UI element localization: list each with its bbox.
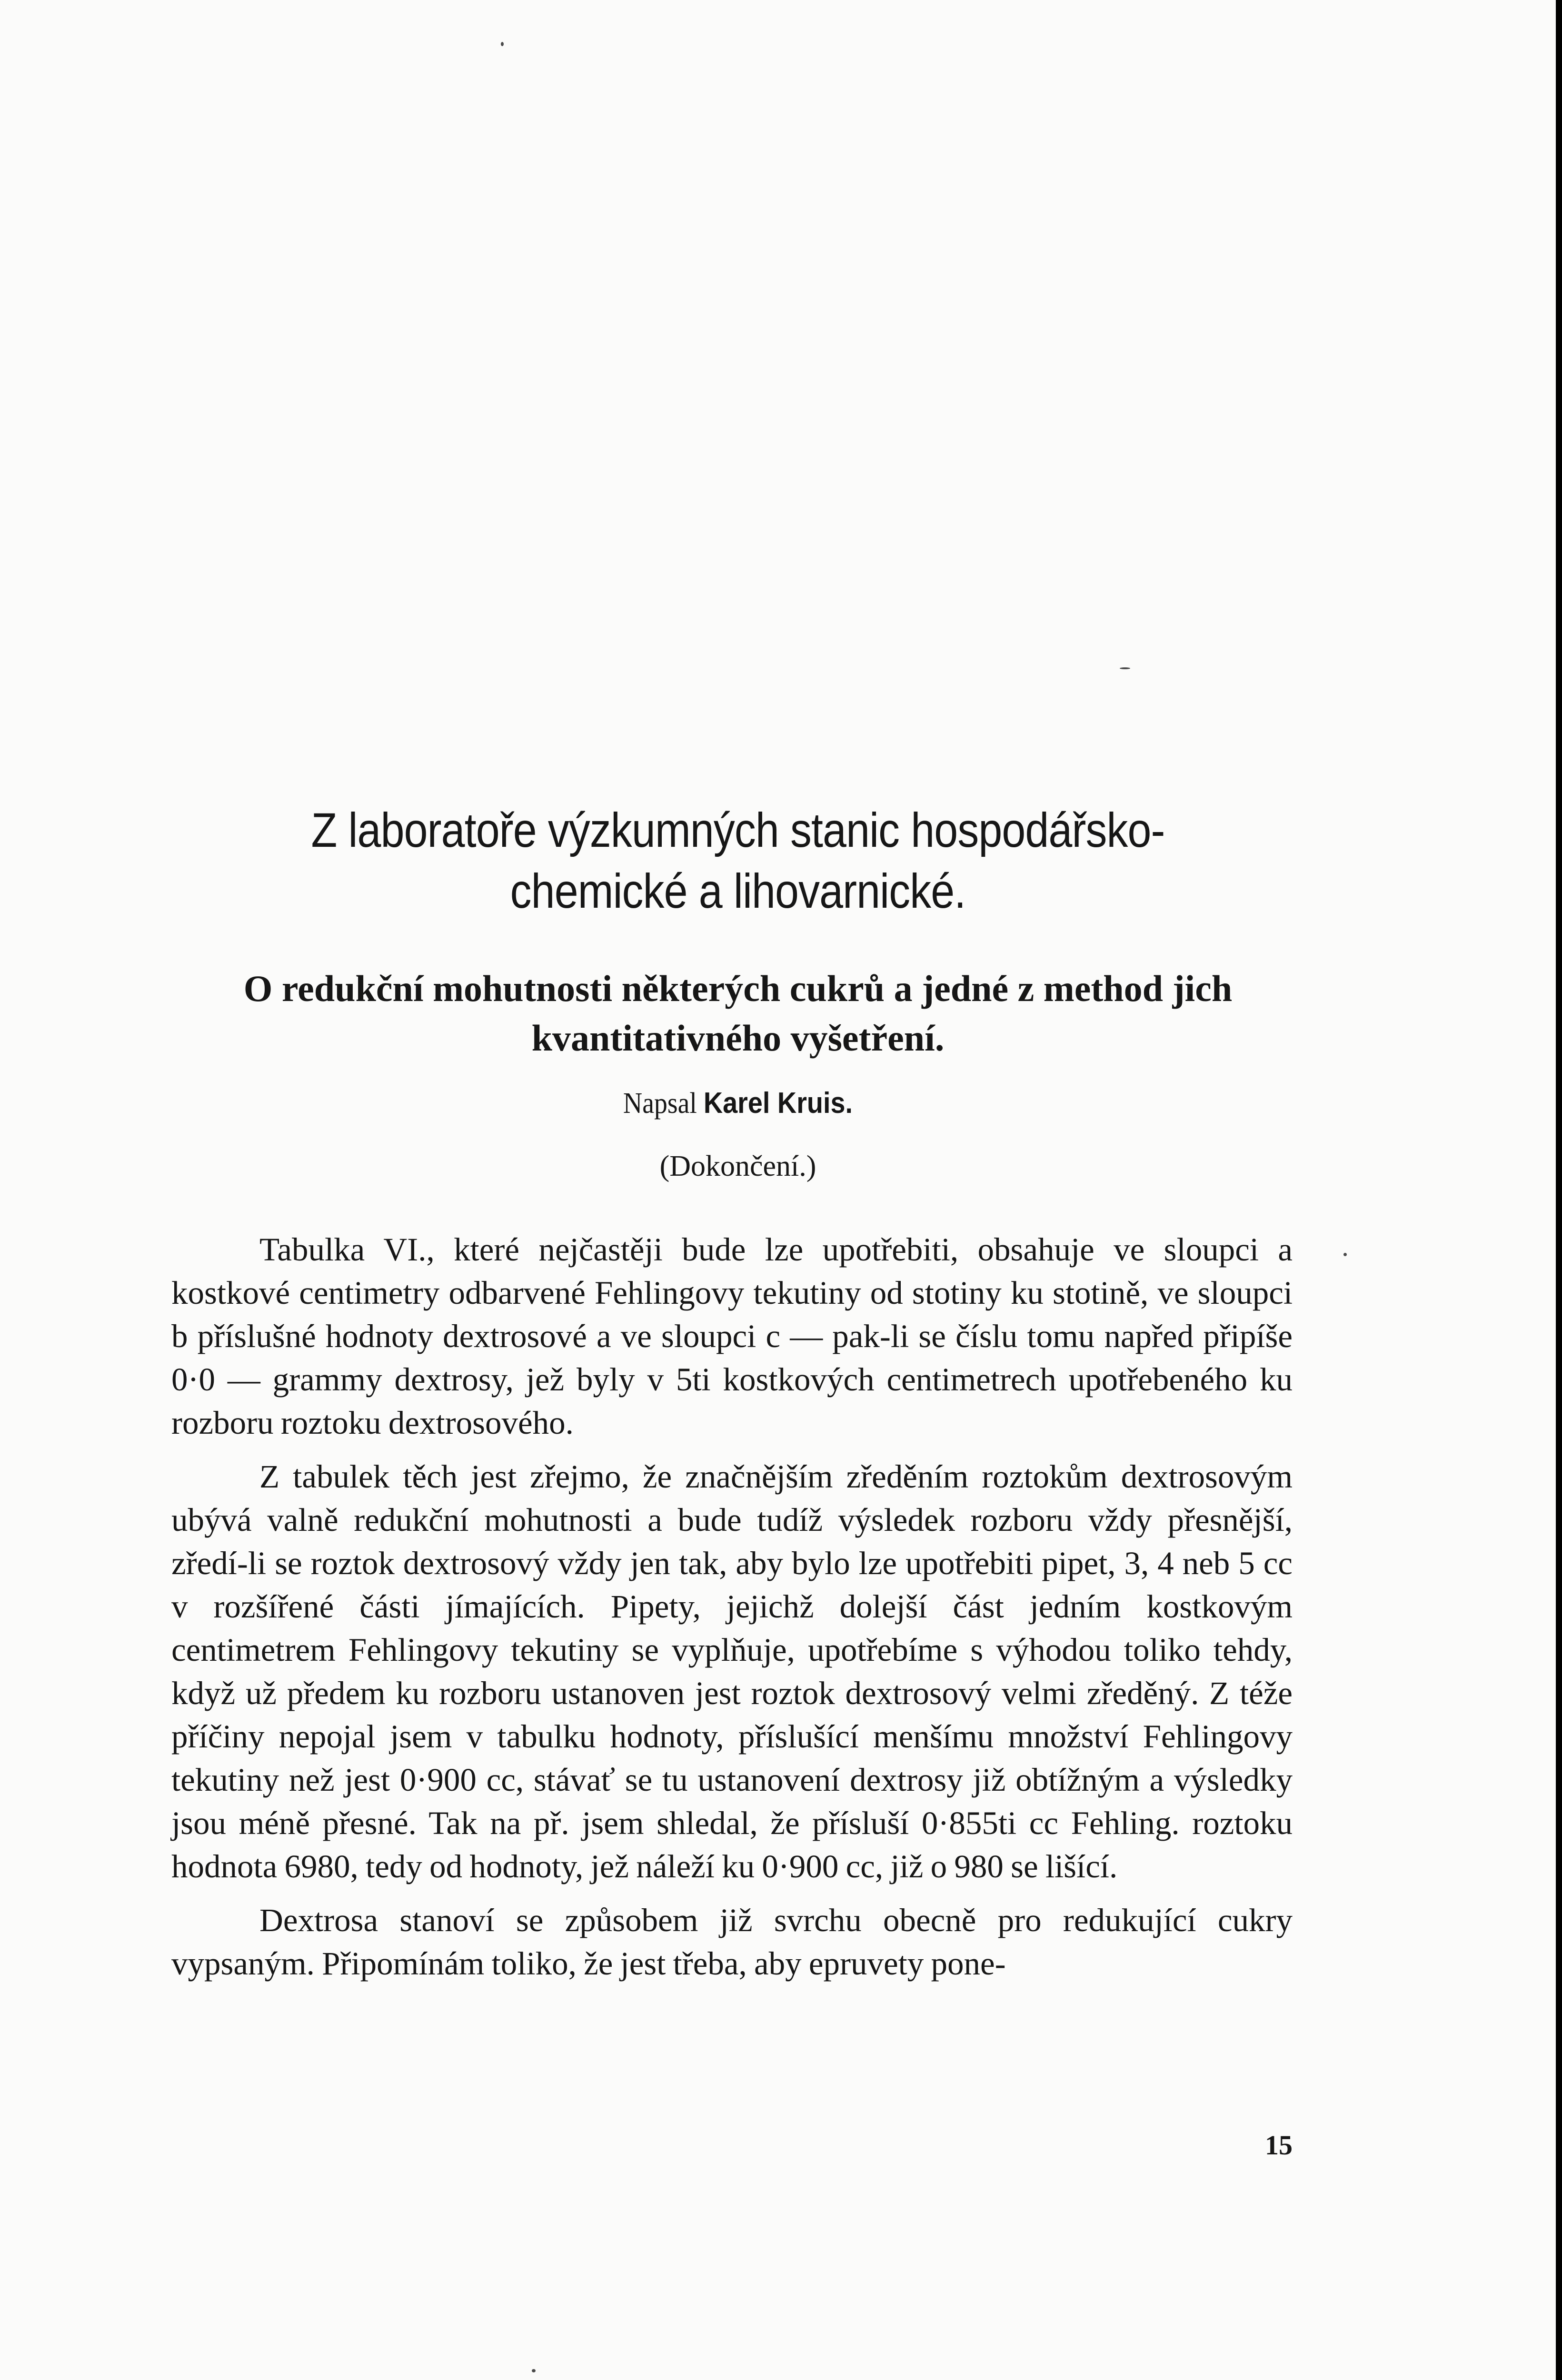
scan-speck bbox=[532, 2369, 536, 2372]
scan-speck bbox=[1120, 667, 1130, 669]
byline bbox=[228, 1084, 1248, 1122]
page-number: 15 bbox=[1265, 2130, 1293, 2161]
body-text bbox=[171, 1228, 1293, 1996]
paragraph: Z tabulek těch jest zřejmo, že značnějším zředěním roztokům dextrosovým ubývá valně redukční mohutnosti a bude tudíž výsledek rozboru vždy přesnější, zředí-li se roztok dextrosový vždy jen tak, aby bylo lze upotřebiti pipet, 3, 4 neb 5 cc v rozšířené části jímajících. Pipety, jejichž dolejší část jedním kostkovým centimetrem Fehlingovy tekutiny se vyplňuje, upotřebíme s výhodou toliko tehdy, když už předem ku rozboru ustanoven jest roztok dextrosový velmi zředěný. Z téže příčiny nepojal jsem v tabulku hodnoty, příslušící menšímu množství Fehlingovy tekutiny než jest 0·900 cc, stávať se tu ustanovení dextrosy již obtížným a výsledky jsou méně přesné. Tak na př. jsem shledal, že přísluší 0·855ti cc Fehling. roztoku hodnota 6980, tedy od hodnoty, jež náleží ku 0·900 cc, již o 980 se lišící. bbox=[171, 1458, 1293, 1884]
byline-prefix: Napsal bbox=[623, 1087, 697, 1120]
scan-border-right bbox=[1556, 0, 1562, 2380]
scan-speck bbox=[501, 42, 504, 46]
article-title: Z laboratoře výzkumných stanic hospodářsko-chemické a lihovarnické. bbox=[311, 803, 1165, 918]
continuation-note: (Dokončení.) bbox=[659, 1150, 816, 1182]
article-subtitle: O redukční mohutnosti některých cukrů a jedné z method jich kvantitativného vyšetření. bbox=[243, 968, 1233, 1059]
scan-speck bbox=[1343, 1253, 1347, 1256]
paragraph: Dextrosa stanoví se způsobem již svrchu obecně pro redukující cukry vypsaným. Připomínám toliko, že jest třeba, aby epruvety pone- bbox=[171, 1902, 1293, 1982]
paragraph: Tabulka VI., které nejčastěji bude lze upotřebiti, obsahuje ve sloupci a kostkové centimetry odbarvené Fehlingovy tekutiny od stotiny ku stotině, ve sloupci b příslušné hodnoty dextrosové a ve sloupci c — pak-li se číslu tomu napřed připíše 0·0 — grammy dextrosy, jež byly v 5ti kostkových centimetrech upotřebeného ku rozboru roztoku dextrosového. bbox=[171, 1231, 1293, 1441]
author-name: Karel Kruis. bbox=[703, 1087, 853, 1120]
